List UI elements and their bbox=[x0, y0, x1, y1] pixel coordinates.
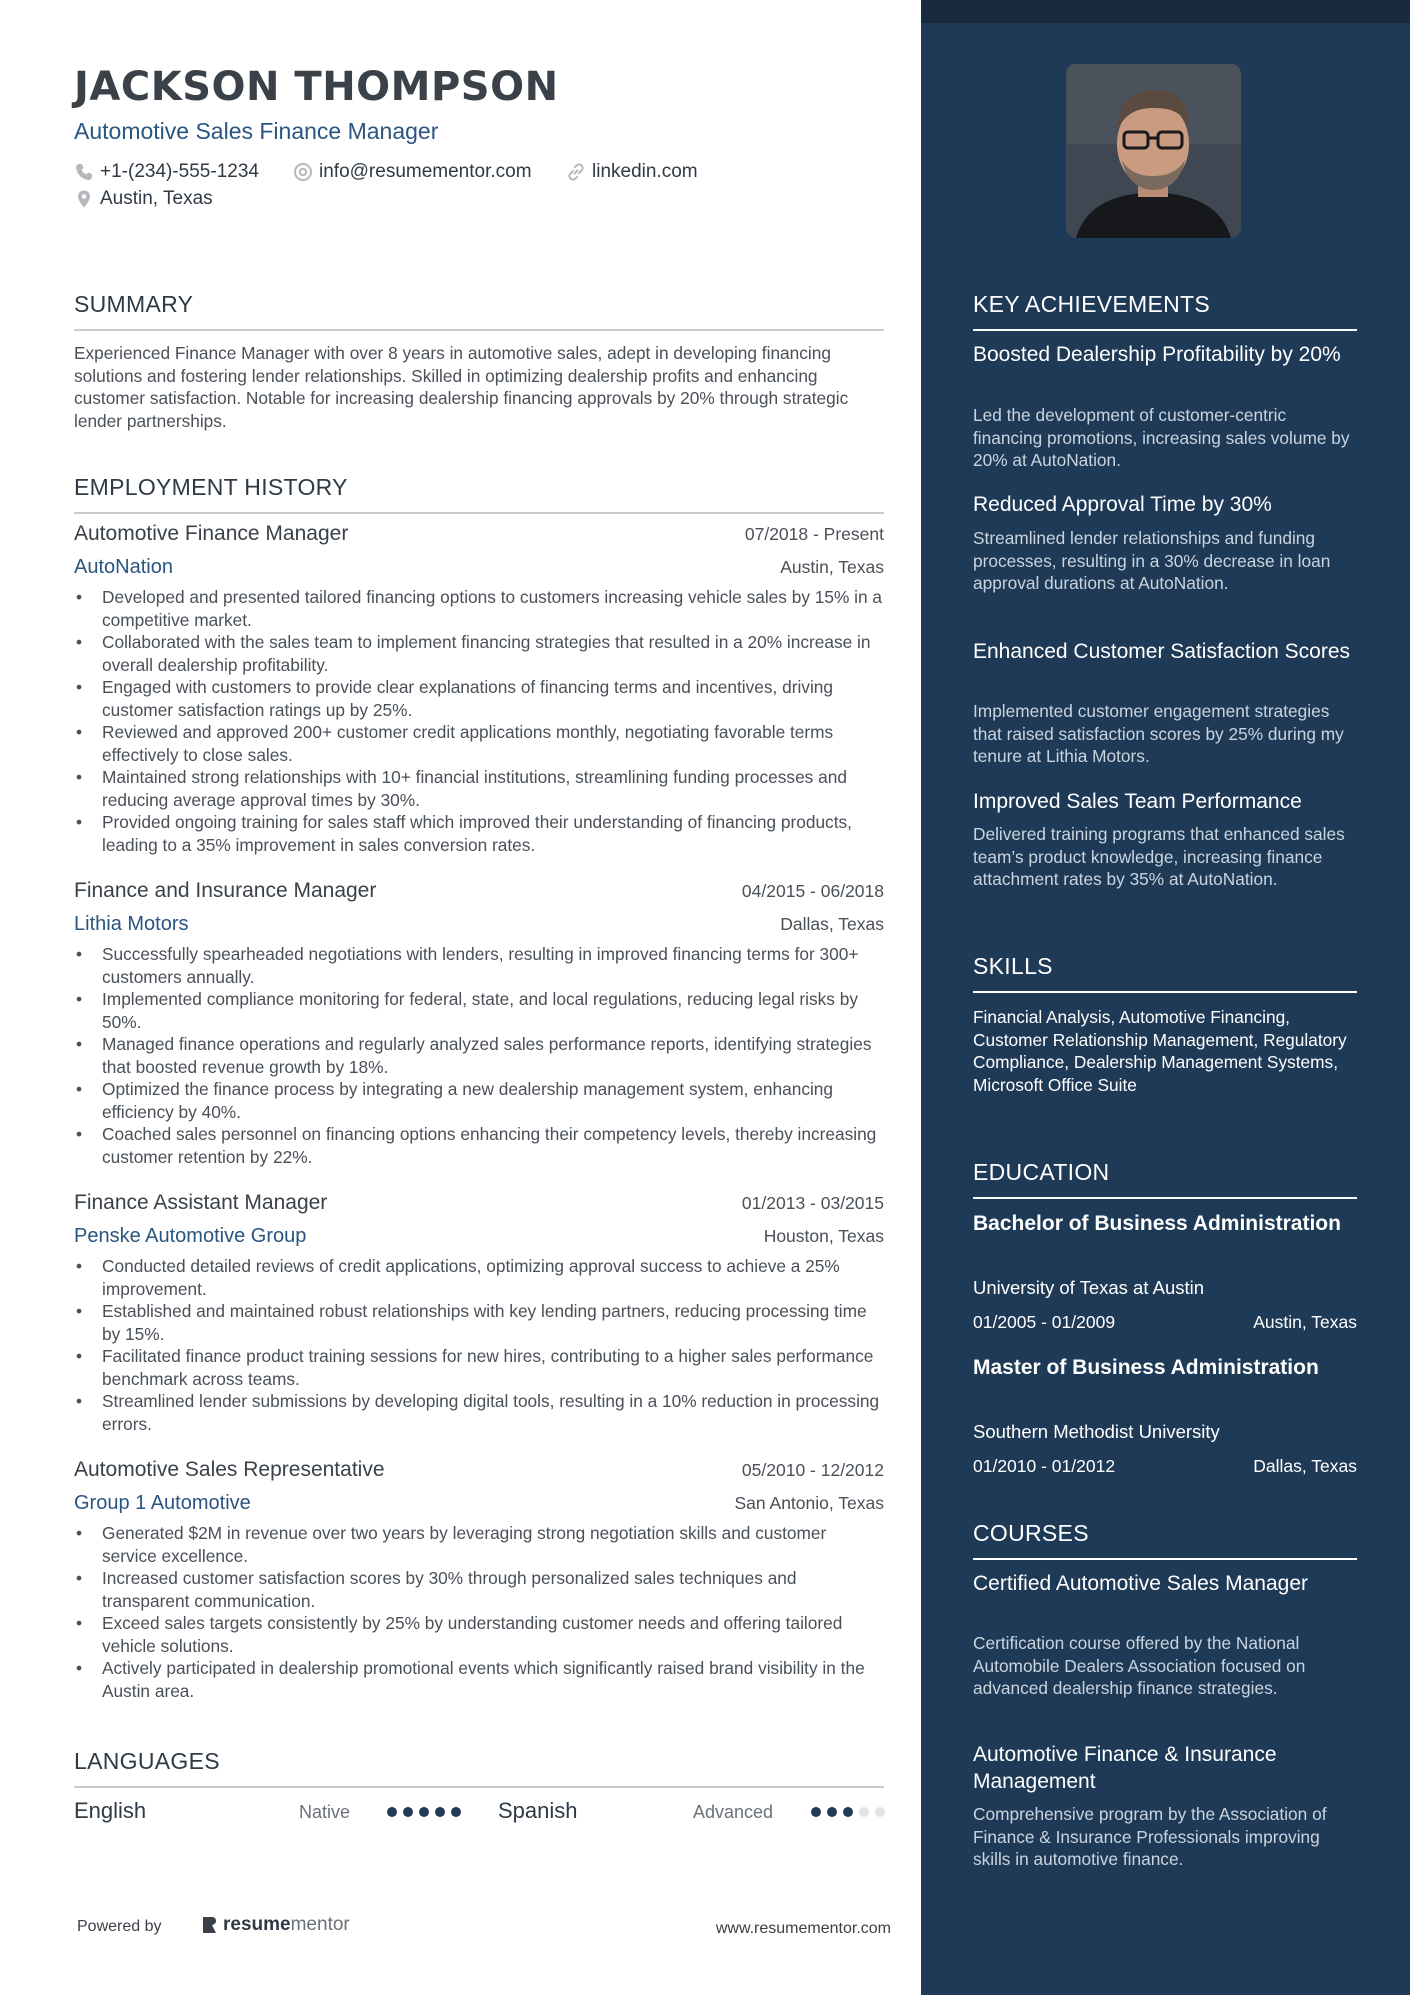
job-dates: 07/2018 - Present bbox=[744, 524, 884, 544]
bullet-item: • Exceed sales targets consistently by 25% by understanding customer needs and offering tailored vehicle solutions. bbox=[74, 1612, 884, 1657]
contact-phone[interactable] bbox=[74, 161, 259, 183]
rating-dot-filled bbox=[435, 1807, 445, 1817]
rating-dot-filled bbox=[419, 1807, 429, 1817]
language-name: English bbox=[74, 1798, 147, 1823]
education-meta bbox=[973, 1456, 1357, 1477]
bullet-item: • Increased customer satisfaction scores by 30% through personalized sales techniques and transparent communication. bbox=[74, 1567, 884, 1612]
achievement-title: Reduced Approval Time by 30% bbox=[973, 493, 1272, 516]
achievement-title: Enhanced Customer Satisfaction Scores bbox=[973, 640, 1351, 663]
job-role: Automotive Finance Manager bbox=[74, 522, 349, 545]
job-bullets bbox=[74, 943, 884, 1168]
profile-photo-image bbox=[1066, 64, 1241, 238]
job-entry bbox=[74, 522, 884, 856]
education-school: University of Texas at Austin bbox=[973, 1277, 1205, 1298]
bullet-item: • Collaborated with the sales team to implement financing strategies that resulted in a 20% increase in overall dealership profitability. bbox=[74, 631, 884, 676]
phone-icon bbox=[74, 162, 94, 182]
location-text: Austin, Texas bbox=[100, 188, 213, 209]
rating-dot-filled bbox=[387, 1807, 397, 1817]
bullet-item: • Provided ongoing training for sales staff which improved their understanding of financing products, leading to a 35% improvement in sales conversion rates. bbox=[74, 811, 884, 856]
job-dates: 05/2010 - 12/2012 bbox=[741, 1460, 884, 1480]
job-dates: 01/2013 - 03/2015 bbox=[741, 1193, 884, 1213]
language-rating bbox=[811, 1807, 885, 1817]
at-sign-icon bbox=[293, 162, 313, 182]
rating-dot-empty bbox=[875, 1807, 885, 1817]
bullet-item: • Reviewed and approved 200+ customer credit applications monthly, negotiating favorable terms effectively to close sales. bbox=[74, 721, 884, 766]
rating-dot-filled bbox=[811, 1807, 821, 1817]
education-location: Dallas, Texas bbox=[1253, 1456, 1357, 1476]
contact-location bbox=[74, 188, 213, 210]
rating-dot-filled bbox=[827, 1807, 837, 1817]
footer-url[interactable]: www.resumementor.com bbox=[715, 1920, 891, 1937]
bullet-item: • Facilitated finance product training sessions for new hires, contributing to a higher sales performance benchmark across teams. bbox=[74, 1345, 884, 1390]
bullet-item: • Conducted detailed reviews of credit applications, optimizing approval success to achieve a 25% improvement. bbox=[74, 1255, 884, 1300]
job-entry bbox=[74, 879, 884, 1168]
link-icon bbox=[566, 162, 586, 182]
course-text: Certification course offered by the National Automobile Dealers Association focused on advanced dealership finance strategies. bbox=[973, 1633, 1306, 1698]
job-company: AutoNation bbox=[74, 556, 173, 578]
job-entry bbox=[74, 1191, 884, 1435]
languages-heading: LANGUAGES bbox=[74, 1748, 884, 1788]
education-location: Austin, Texas bbox=[1253, 1312, 1357, 1332]
language-name: Spanish bbox=[498, 1798, 578, 1823]
logo-text-bold: resume bbox=[223, 1914, 291, 1935]
phone-text: +1-(234)-555-1234 bbox=[100, 161, 259, 182]
achievement-text: Streamlined lender relationships and funding processes, resulting in a 30% decrease in loan approval durations at AutoNation. bbox=[973, 528, 1331, 593]
rating-dot-filled bbox=[451, 1807, 461, 1817]
candidate-title: Automotive Sales Finance Manager bbox=[74, 118, 439, 144]
job-bullets bbox=[74, 586, 884, 856]
education-meta bbox=[973, 1312, 1357, 1333]
job-company: Penske Automotive Group bbox=[74, 1225, 307, 1247]
rating-dot-filled bbox=[403, 1807, 413, 1817]
language-level: Native bbox=[299, 1802, 351, 1822]
languages-row bbox=[74, 1798, 884, 1830]
job-bullets bbox=[74, 1255, 884, 1435]
sidebar-column bbox=[921, 0, 1410, 1995]
education-dates: 01/2010 - 01/2012 bbox=[973, 1456, 1116, 1476]
sidebar-top-bar bbox=[921, 0, 1410, 23]
job-company: Lithia Motors bbox=[74, 913, 189, 935]
resumementor-logo[interactable] bbox=[200, 1914, 350, 1936]
profile-photo bbox=[1066, 64, 1241, 238]
job-location: San Antonio, Texas bbox=[734, 1493, 884, 1513]
bullet-item: • Optimized the finance process by integrating a new dealership management system, enhancing efficiency by 40%. bbox=[74, 1078, 884, 1123]
location-pin-icon bbox=[74, 189, 94, 209]
course-text: Comprehensive program by the Association of Finance & Insurance Professionals improving skills in automotive finance. bbox=[973, 1804, 1327, 1869]
language-level: Advanced bbox=[693, 1802, 774, 1822]
job-entry bbox=[74, 1458, 884, 1702]
bullet-item: • Implemented compliance monitoring for federal, state, and local regulations, reducing legal risks by 50%. bbox=[74, 988, 884, 1033]
achievement-title: Improved Sales Team Performance bbox=[973, 790, 1302, 813]
education-degree: Master of Business Administration bbox=[973, 1356, 1319, 1379]
bullet-item: • Actively participated in dealership promotional events which significantly raised brand visibility in the Austin area. bbox=[74, 1657, 884, 1702]
education-heading: EDUCATION bbox=[973, 1159, 1357, 1199]
bullet-item: • Developed and presented tailored financing options to customers increasing vehicle sales by 15% in a competitive market. bbox=[74, 586, 884, 631]
bullet-item: • Maintained strong relationships with 10+ financial institutions, streamlining funding processes and reducing average approval times by 30%. bbox=[74, 766, 884, 811]
employment-heading: EMPLOYMENT HISTORY bbox=[74, 474, 884, 514]
rating-dot-filled bbox=[843, 1807, 853, 1817]
achievements-heading: KEY ACHIEVEMENTS bbox=[973, 291, 1357, 331]
job-bullets bbox=[74, 1522, 884, 1702]
candidate-name: JACKSON THOMPSON bbox=[74, 64, 559, 110]
contact-email[interactable] bbox=[293, 161, 532, 183]
achievement-text: Led the development of customer-centric financing promotions, increasing sales volume by 20% at AutoNation. bbox=[973, 405, 1350, 470]
bullet-item: • Engaged with customers to provide clear explanations of financing terms and incentives, driving customer satisfaction ratings up by 25%. bbox=[74, 676, 884, 721]
job-role: Finance and Insurance Manager bbox=[74, 879, 377, 902]
achievement-title: Boosted Dealership Profitability by 20% bbox=[973, 343, 1341, 366]
job-location: Austin, Texas bbox=[780, 557, 884, 577]
bullet-item: • Coached sales personnel on financing options enhancing their competency levels, thereby increasing customer retention by 22%. bbox=[74, 1123, 884, 1168]
job-location: Dallas, Texas bbox=[780, 914, 884, 934]
bullet-item: • Established and maintained robust relationships with key lending partners, reducing processing time by 15%. bbox=[74, 1300, 884, 1345]
footer-powered-by: Powered by bbox=[77, 1918, 162, 1935]
logo-text-light: mentor bbox=[290, 1914, 350, 1935]
job-role: Automotive Sales Representative bbox=[74, 1458, 385, 1481]
job-company: Group 1 Automotive bbox=[74, 1492, 251, 1514]
linkedin-text: linkedin.com bbox=[592, 161, 698, 182]
language-rating bbox=[387, 1807, 461, 1817]
skills-text: Financial Analysis, Automotive Financing, Customer Relationship Management, Regulatory Compliance, Dealership Management Systems, Microsoft Office Suite bbox=[973, 1007, 1347, 1095]
education-dates: 01/2005 - 01/2009 bbox=[973, 1312, 1116, 1332]
bullet-item: • Generated $2M in revenue over two years by leveraging strong negotiation skills and customer service excellence. bbox=[74, 1522, 884, 1567]
email-text: info@resumementor.com bbox=[319, 161, 532, 182]
job-location: Houston, Texas bbox=[763, 1226, 884, 1246]
course-title: Automotive Finance & Insurance Management bbox=[973, 1743, 1277, 1793]
rating-dot-empty bbox=[859, 1807, 869, 1817]
education-degree: Bachelor of Business Administration bbox=[973, 1212, 1341, 1235]
skills-heading: SKILLS bbox=[973, 953, 1357, 993]
summary-text: Experienced Finance Manager with over 8 years in automotive sales, adept in developing financing solutions and fostering lender relationships. Skilled in optimizing dealership profits and enhancing customer satisfaction. Notable for increasing dealership financing approvals by 20% through strategic lender partnerships. bbox=[74, 343, 849, 431]
summary-heading: SUMMARY bbox=[74, 291, 884, 331]
job-role: Finance Assistant Manager bbox=[74, 1191, 328, 1214]
bullet-item: • Successfully spearheaded negotiations with lenders, resulting in improved financing terms for 300+ customers annually. bbox=[74, 943, 884, 988]
education-school: Southern Methodist University bbox=[973, 1421, 1220, 1442]
bullet-item: • Managed finance operations and regularly analyzed sales performance reports, identifying strategies that boosted revenue growth by 18%. bbox=[74, 1033, 884, 1078]
courses-heading: COURSES bbox=[973, 1520, 1357, 1560]
course-title: Certified Automotive Sales Manager bbox=[973, 1572, 1309, 1595]
resumementor-logo-icon bbox=[200, 1915, 218, 1935]
achievement-text: Implemented customer engagement strategies that raised satisfaction scores by 25% during my tenure at Lithia Motors. bbox=[973, 701, 1344, 766]
contact-linkedin[interactable] bbox=[566, 161, 698, 183]
bullet-item: • Streamlined lender submissions by developing digital tools, resulting in a 10% reduction in processing errors. bbox=[74, 1390, 884, 1435]
achievement-text: Delivered training programs that enhanced sales team’s product knowledge, increasing finance attachment rates by 35% at AutoNation. bbox=[973, 824, 1345, 889]
job-dates: 04/2015 - 06/2018 bbox=[741, 881, 884, 901]
